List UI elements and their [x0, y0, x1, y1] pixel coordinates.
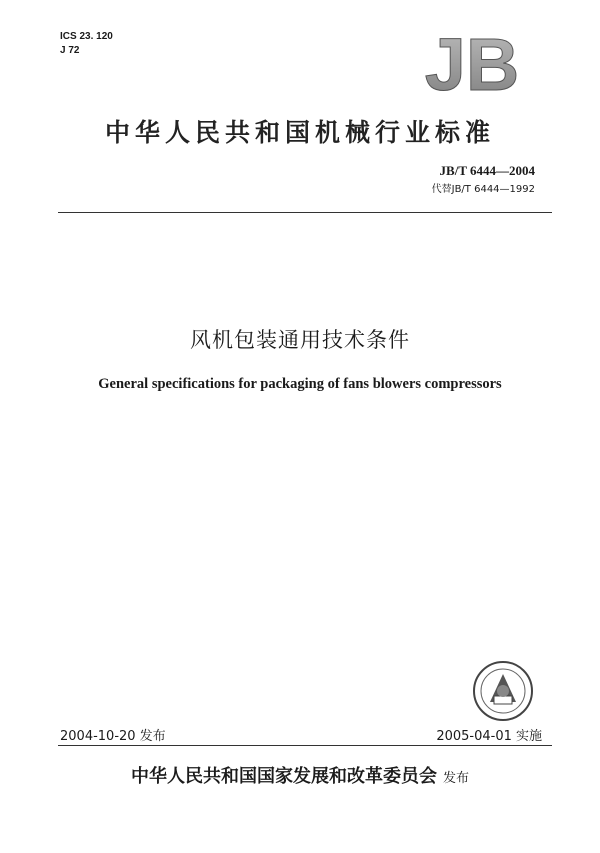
- issue-date: 2004-10-20 发布: [60, 729, 166, 744]
- industry-standard-title: 中华人民共和国机械行业标准: [104, 118, 495, 147]
- issuer: [0, 762, 600, 788]
- header-divider: [58, 212, 552, 213]
- document-title-en: General specifications for packaging of fans blowers compressors: [98, 376, 502, 392]
- document-title-cn: 风机包装通用技术条件: [190, 328, 410, 352]
- issuer-name: 中华人民共和国国家发展和改革委员会: [130, 766, 437, 787]
- jb-logo: [412, 28, 532, 98]
- footer-divider: [58, 745, 552, 746]
- ics-code: ICS 23. 120: [60, 31, 113, 42]
- class-code: J 72: [60, 45, 80, 56]
- implementation-date: 2005-04-01 实施: [436, 729, 542, 744]
- classification-codes: [60, 30, 113, 58]
- official-seal-icon: [472, 660, 534, 722]
- issuer-suffix: 发布: [442, 771, 469, 786]
- jb-logo-text: JB: [424, 28, 520, 98]
- standard-number: JB/T 6444—2004: [439, 163, 535, 178]
- replaces-standard: 代替JB/T 6444—1992: [431, 184, 535, 195]
